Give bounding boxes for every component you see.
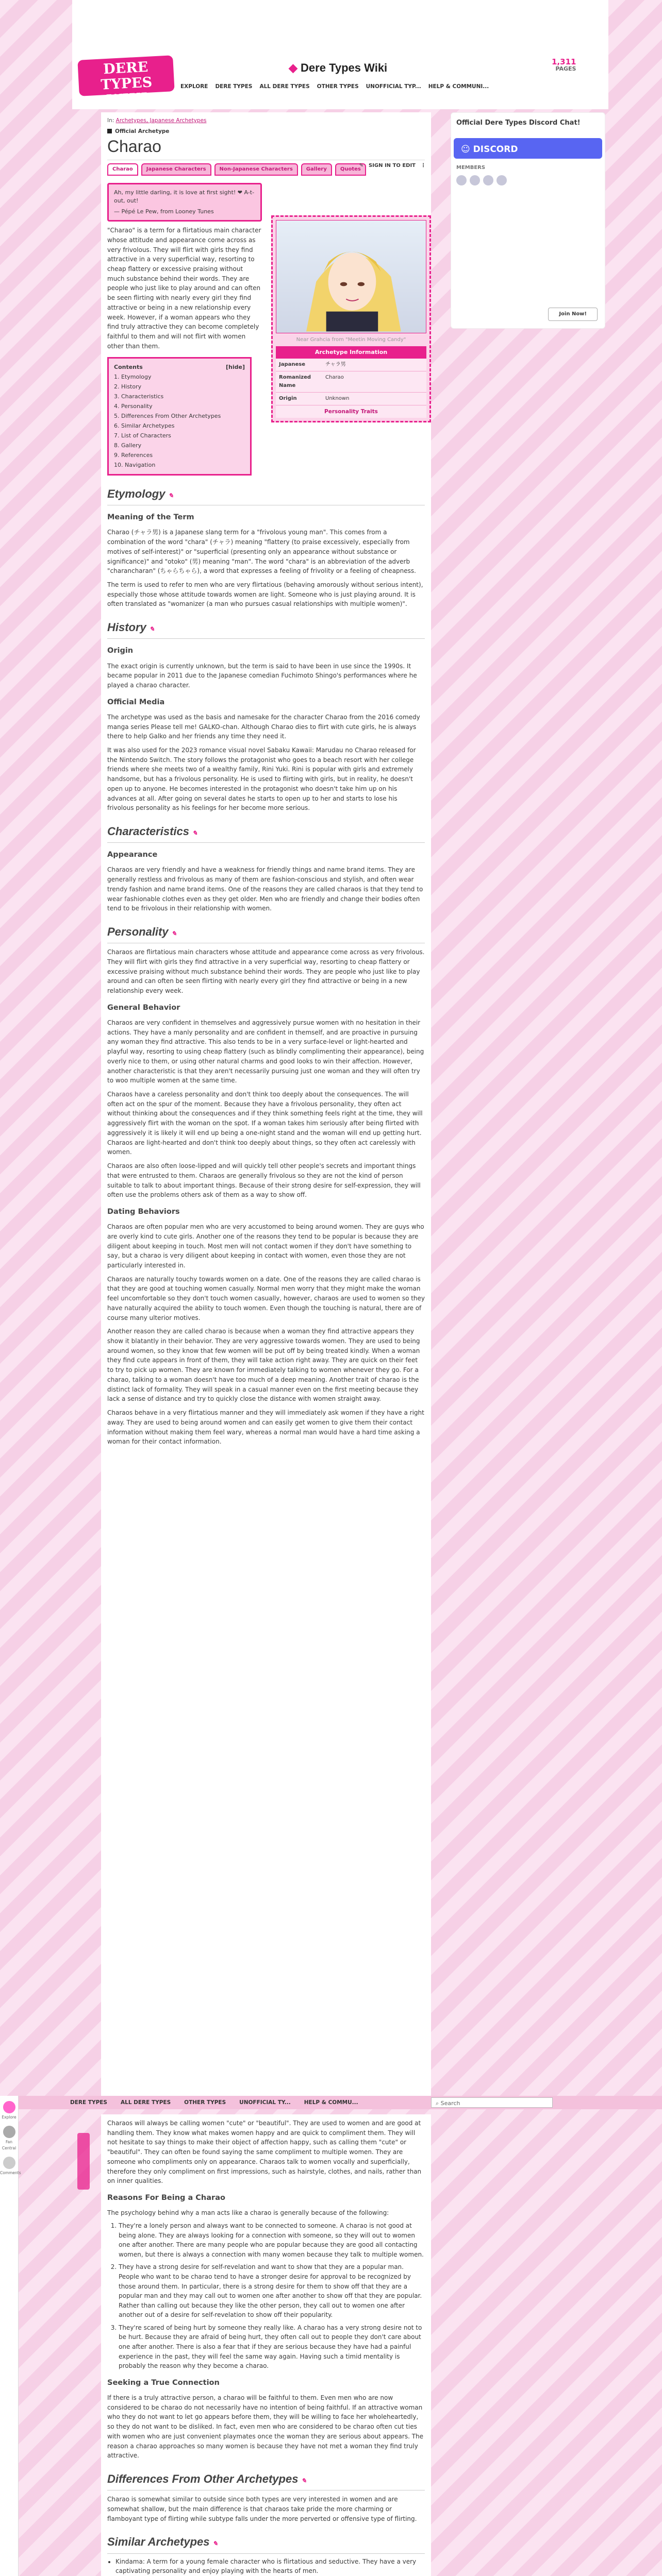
- edit-pencil-icon[interactable]: ✎: [301, 2477, 307, 2485]
- list-item: 2. They have a strong desire for self-revelation and want to show that they are a popular man. People who want to be charao tend to have a stronger desire for approval to be recognized by those around them. In particular, there is a strong desire for them to show off that they are a popular man and they may call out to women one after another to show off that they are popular. Rather than calling out because they like the other person, they call out to women one after another out of a desire for self-revelation to show off their popularity.: [119, 2262, 425, 2320]
- intro-quote: [107, 183, 262, 222]
- breadcrumb-prefix: In:: [107, 117, 114, 124]
- etymology-paragraph: Charao (チャラ男) is a Japanese slang term for a "frivolous young man". This comes from a combination of the word "chara" (チャラ) meaning "flattery (to praise excessively, especially from motives of self-interest)" or "superficial (presenting only an appearance without substance or significance)" and "otoko" (男) meaning "man". The word "chara" is an abbreviation of the adverb "charancharan" (ちゃらちゃら), a word that expresses a feeling of frivolity or a feeling of cheapness.: [107, 529, 416, 575]
- avatar[interactable]: [483, 175, 493, 185]
- compliment-paragraph: Charaos will always be calling women "cute" or "beautiful". They are used to women and are good at handling them. They know what makes women happy and are quick to compliment them. They will not hesitate to say things to make their object of affection happy, such as calling them "cute" or "beautiful". They can often be found saying the same compliment to multiple women. They are someone who compliments only on appearance. Charaos talk to women vocally and superficially, therefore they only compliment on first impressions, such as hairstyle, clothes, and nails, rather than on inner qualities.: [107, 2120, 422, 2185]
- history-paragraph: It was also used for the 2023 romance visual novel Sabaku Kawaii: Marudau no Charao released for the Nintendo Switch. The story follows the protagonist who goes to a beach resort with her college friends where she meets two of a wealthy family, Rini Yuki. Rini is popular with girls and extremely handsome, but has a frivolous personality. He is used to flirting with girls, but in reality, he doesn't open up to anyone. He becomes interested in the protagonist who doesn't take him up on his advances at all. After going on several dates he starts to open up to her and starts to lose his frivolous personality as his feelings for her become more serious.: [107, 747, 416, 812]
- subsection-reasons: Reasons For Being a Charao: [107, 2194, 225, 2202]
- toc-item[interactable]: 7. List of Characters: [114, 432, 171, 439]
- rail-label: Explore: [2, 2115, 16, 2120]
- edit-pencil-icon[interactable]: ✎: [168, 492, 174, 500]
- toc-item[interactable]: 9. References: [114, 452, 153, 459]
- toc-item[interactable]: 10. Navigation: [114, 462, 156, 469]
- subsection-dating-behaviors: Dating Behaviors: [107, 1207, 180, 1216]
- infobox-key: Romanized Name: [279, 374, 311, 388]
- fan-central-icon[interactable]: [3, 2126, 15, 2138]
- infobox-caption: Near Grahcia from "Meetin Moving Candy": [296, 337, 406, 343]
- subsection-general-behavior: General Behavior: [107, 1003, 180, 1012]
- dating-paragraph: Charaos are often popular men who are very accustomed to being around women. They are guys who are overly kind to cute girls. Another one of the reasons they tend to be popular is because they are diligent about keeping in touch. Most men will not contact women if they don't have something to say, but a charao is very diligent about keeping in contact with women, even those they are not particularly interested in.: [107, 1223, 424, 1269]
- toc-item[interactable]: 6. Similar Archetypes: [114, 422, 175, 430]
- toc-item[interactable]: 3. Characteristics: [114, 393, 164, 400]
- page-actions: [359, 162, 426, 170]
- infobox-key: Japanese: [279, 361, 306, 367]
- personality-paragraph: Charaos are very confident in themselves and aggressively pursue women with no hesitation in their actions. They have a manly personality and are confident in themself, and are proactive in pursuing any woman they find attractive. This also tends to be in a very surface-level or light-hearted and playful way, resorting to using cheap flattery (such as blindly complimenting their appearance), being overly nice to them, or using other natural charms and good looks to win their affection. However, another characteristic is that they aren't necessarily pursuing just one woman and they will often try to woo multiple women at the same time.: [107, 1019, 424, 1084]
- top-nav: [180, 82, 489, 91]
- archetype-infobox: [271, 215, 431, 422]
- explore-icon[interactable]: [3, 2101, 15, 2113]
- sticky-nav: [19, 2096, 662, 2109]
- pages-label: PAGES: [555, 65, 576, 72]
- subsection-meaning: Meaning of the Term: [107, 513, 194, 522]
- sticky-nav-unofficial-types[interactable]: UNOFFICIAL TY...: [239, 2099, 291, 2106]
- table-of-contents: [107, 357, 252, 476]
- toc-hide-link[interactable]: [hide]: [226, 364, 245, 371]
- toc-item[interactable]: 5. Differences From Other Archetypes: [114, 413, 221, 420]
- section-title: Differences From Other Archetypes: [107, 2472, 299, 2486]
- toc-item[interactable]: 1. Etymology: [114, 374, 152, 381]
- infobox-row: [276, 393, 426, 405]
- tab-charao[interactable]: Charao: [107, 163, 138, 176]
- personality-paragraph: Charaos are also often loose-lipped and will quickly tell other people's secrets and important things that were entrusted to them. Charaos are generally frivolous so they are not the kind of person suitable to talk to about important things. Because of their strong desire for self-expression, they will often use the problems others ask of them as a way to show off.: [107, 1162, 421, 1199]
- history-paragraph: The exact origin is currently unknown, but the term is said to have been in use since the 1990s. It became popular in 2011 due to the Japanese comedian Fuchimoto Shingo's performances where he played a charao character.: [107, 662, 417, 689]
- article-continued: [101, 2114, 431, 2576]
- toc-item[interactable]: 4. Personality: [114, 403, 153, 410]
- infobox-value: Charao: [325, 374, 344, 380]
- member-avatars: [456, 175, 600, 185]
- official-label: Official Archetype: [115, 128, 170, 134]
- toc-item[interactable]: 2. History: [114, 383, 142, 391]
- infobox-row: [276, 359, 426, 371]
- infobox-key: Origin: [279, 395, 297, 401]
- subsection-appearance: Appearance: [107, 851, 158, 859]
- edit-pencil-icon[interactable]: ✎: [359, 163, 363, 168]
- join-discord-button[interactable]: Join Now!: [548, 308, 598, 321]
- dating-paragraph: Charaos are naturally touchy towards women on a date. One of the reasons they are called charao is that they are good at touching women casually. Normal men worry that they might make the woman feel uncomfortable so they don't touch women casually, however, charaos are used to women so they have naturally acquired the ability to touch women. Even though the touching is natural, there are of course many ulterior motives.: [107, 1275, 425, 1321]
- section-title: History: [107, 621, 146, 634]
- section-history: [107, 618, 425, 639]
- section-etymology: [107, 485, 425, 505]
- page-title: Charao: [107, 137, 161, 156]
- section-characteristics: [107, 822, 425, 843]
- quote-author: — Pépé Le Pew, from Looney Tunes: [114, 208, 214, 215]
- edit-pencil-icon[interactable]: ✎: [212, 2540, 218, 2548]
- list-item: 1. They're a lonely person and always want to be connected to someone. A charao is not good at being alone. They are always looking for a connection with someone, so they will out to women one after another. There are many people who are popular because they are good all contacting women, but there is always a connection with many women because they talk to multiple women.: [119, 2221, 425, 2259]
- tab-non-japanese-characters[interactable]: Non-Japanese Characters: [214, 163, 298, 176]
- breadcrumb-categories[interactable]: Archetypes, Japanese Archetypes: [115, 117, 207, 124]
- wiki-name-text: Dere Types Wiki: [301, 61, 388, 74]
- intro-paragraph: "Charao" is a term for a flirtatious main character whose attitude and appearance come across as very frivolous. They will flirt with girls they find attractive in a very superficial way, resorting to cheap flattery or excessive praising without much substance behind their words. They are people who just like to play around and can often be seen flirting with nearly every girl they find attractive or being in a new relationship every week. However, if a woman appears who they find truly attractive they can become completely faithful to them and will not flirt with women other than them.: [107, 227, 261, 350]
- wiki-logo[interactable]: DERE TYPES WIKI: [77, 55, 174, 96]
- differences-paragraph: Charao is somewhat similar to outside since both types are very interested in women and are somewhat shallow, but the main difference is that charaos take pride the more charming or flamboyant type of flirting while subtype falls under the more perverted or offensive type of flirting.: [107, 2496, 417, 2522]
- discord-title: Official Dere Types Discord Chat!: [456, 119, 581, 127]
- dating-paragraph: Another reason they are called charao is because when a woman they find attractive appears they show it blatantly in their behavior. They are very aggressive towards women. They are used to being around women, so they know that few women will be put off by being treated kindly. When a woman they find cute appears in front of them, they will take action right away. They are quick on their feet to try to pick up women. They are known for immediately talking to women whenever they go. For a charao, talking to a woman doesn't have too much of a deep meaning. Another trait of charao is the distinct lack of formality. They will speak in a casual manner even on the first meeting because they lack a sense of distance and try to quickly close the distance with women straight away.: [107, 1328, 420, 1403]
- list-item[interactable]: • Kindama: A term for a young female character who is flirtatious and seductive. They have a very captivating personality and enjoy playing with the hearts of men.: [115, 2557, 425, 2576]
- nav-help-community[interactable]: HELP & COMMUNI...: [428, 83, 489, 90]
- etymology-paragraph: The term is used to refer to men who are very flirtatious (behaving amorously without serious intent), especially those whose attitude towards women are light. Someone who is just playing around. It is often translated as "womanizer (a man who pursues casual relationships with multiple women)".: [107, 581, 423, 608]
- sticky-nav-all-dere-types[interactable]: ALL DERE TYPES: [121, 2099, 171, 2106]
- floating-toolbar[interactable]: [77, 2133, 90, 2190]
- charao-portrait: [276, 221, 426, 333]
- infobox-image[interactable]: [276, 220, 426, 333]
- reasons-intro: The psychology behind why a man acts like a charao is generally because of the following:: [107, 2209, 389, 2217]
- tab-quotes[interactable]: Quotes: [335, 163, 366, 176]
- edit-pencil-icon[interactable]: ✎: [149, 625, 155, 633]
- nav-explore[interactable]: EXPLORE: [180, 83, 208, 90]
- avatar[interactable]: [470, 175, 480, 185]
- nav-other-types[interactable]: OTHER TYPES: [317, 83, 359, 90]
- breadcrumb: [107, 112, 425, 125]
- nav-dere-types[interactable]: DERE TYPES: [215, 83, 253, 90]
- nav-unofficial-types[interactable]: UNOFFICIAL TYP...: [366, 83, 421, 90]
- infobox-heading: Archetype Information: [276, 346, 426, 359]
- discord-icon: ☺: [461, 144, 473, 155]
- members-label: MEMBERS: [456, 164, 486, 171]
- tab-gallery[interactable]: Gallery: [301, 163, 332, 176]
- sticky-nav-dere-types[interactable]: DERE TYPES: [70, 2099, 107, 2106]
- dating-paragraph: Charaos behave in a very flirtatious manner and they will immediately ask women if they have a right away. They are used to being around women and can easily get women to give them their contact information without making them feel wary, whereas a normal man would have a hard time asking a woman for their contact information.: [107, 1409, 424, 1446]
- avatar[interactable]: [456, 175, 467, 185]
- section-title: Characteristics: [107, 825, 189, 838]
- subsection-origin: Origin: [107, 647, 134, 655]
- similar-list: [115, 2557, 425, 2576]
- quote-text: Ah, my little darling, it is love at first sight! ❤ A-t-out, out!: [114, 189, 255, 205]
- infobox-row: [276, 371, 426, 393]
- infobox-value: チャラ男: [325, 361, 346, 367]
- reasons-list: [119, 2221, 425, 2371]
- pages-count: 1,311: [552, 57, 576, 66]
- discord-label: DISCORD: [473, 144, 518, 155]
- sticky-nav-help-community[interactable]: HELP & COMMU...: [304, 2099, 358, 2106]
- section-title: Personality: [107, 925, 169, 939]
- avatar[interactable]: [496, 175, 507, 185]
- discord-banner[interactable]: [454, 138, 602, 159]
- section-title: Etymology: [107, 487, 166, 501]
- edit-pencil-icon[interactable]: ✎: [171, 930, 177, 938]
- official-archetype-badge: [107, 127, 425, 136]
- wiki-gem-icon: ◆: [289, 61, 297, 74]
- sticky-nav-other-types[interactable]: OTHER TYPES: [184, 2099, 226, 2106]
- personality-paragraph: Charaos are flirtatious main characters whose attitude and appearance come across as very frivolous. They will flirt with girls they find attractive in a very superficial way, resorting to cheap flattery or excessive praising without much substance behind their words. They are people who just like to play around and can often be seen flirting with nearly every girl they find attractive or being in a new relationship every week.: [107, 948, 425, 995]
- list-item: 3. They're scared of being hurt by someone they really like. A charao has a very strong desire not to be hurt. Because they are afraid of being hurt, they often call out to people they don't care about one after another. There is also a fear that if they are serious because they have had a painful experience in the past, they will feel the same way again. Having such a timid mentality is probably the reason why they become a charao.: [119, 2323, 425, 2371]
- comments-icon[interactable]: [3, 2157, 15, 2169]
- rail-label: Comments: [0, 2171, 21, 2175]
- personality-traits-toggle[interactable]: Personality Traits: [276, 405, 426, 418]
- badge-icon: [107, 129, 112, 133]
- section-similar: [107, 2533, 425, 2553]
- more-options-icon[interactable]: ⋮: [421, 163, 426, 168]
- toc-title: Contents: [114, 364, 143, 371]
- tab-japanese-characters[interactable]: Japanese Characters: [141, 163, 211, 176]
- pages-counter: [552, 59, 576, 72]
- personality-paragraph: Charaos have a careless personality and don't think too deeply about the consequences. The will often act on the spur of the moment. Because they have a frivolous personality, they often act without thinking about the consequences and if they think something feels right at the time, they will aggressively flirt with the woman on the spot. If a woman takes him seriously after being flirted with aggressively it is likely it will end up being a one-night stand and the woman will end up getting hurt. Charaos are light-hearted and don't think too deeply about things, so they often act carelessly with women.: [107, 1091, 423, 1156]
- appearance-paragraph: Charaos are very friendly and have a weakness for friendly things and name brand items. They are generally restless and frivolous as many of them are fashion-conscious and stylish, and often wear trendy fashion and name brand items. One of the reasons they are called charaos is that they tend to wear fashionable clothes even as they get older. Men who are friendly and change their bodies often tend to be frivolous in their relationship with women.: [107, 866, 423, 912]
- infobox-value: Unknown: [325, 395, 350, 401]
- section-personality: [107, 923, 425, 943]
- history-paragraph: The archetype was used as the basis and namesake for the character Charao from the 2016 comedy manga series Please tell me! GALKO-chan. Although Charao dies to flirt with cute girls, he is always there to help Galko and her friends any time they need it.: [107, 713, 420, 740]
- subsection-seeking: Seeking a True Connection: [107, 2378, 220, 2387]
- nav-all-dere-types[interactable]: ALL DERE TYPES: [259, 83, 310, 90]
- article: [101, 112, 431, 2097]
- section-differences: [107, 2470, 425, 2490]
- search-icon: ⌕: [436, 2100, 441, 2107]
- site-header: [72, 0, 608, 109]
- wiki-name[interactable]: [289, 59, 387, 77]
- sign-in-to-edit-button[interactable]: SIGN IN TO EDIT: [368, 163, 416, 168]
- rail-label: Fan Central: [2, 2140, 16, 2150]
- search-input[interactable]: [431, 2097, 553, 2108]
- left-rail: [0, 2096, 19, 2576]
- search-placeholder: Search: [440, 2100, 460, 2107]
- subsection-official-media: Official Media: [107, 698, 165, 706]
- toc-item[interactable]: 8. Gallery: [114, 442, 142, 449]
- edit-pencil-icon[interactable]: ✎: [192, 829, 198, 837]
- seeking-paragraph: If there is a truly attractive person, a charao will be faithful to them. Even men who are now considered to be charao do not necessarily have no intention of being faithful. If an attractive woman who they do not want to let go appears before them, they will be willing to face her wholeheartedly, so they do not want to be disliked. In fact, even men who are considered to be charao often cut ties with women who are just convenient playmates once the woman they are serious about appears. The reason a charao approaches so many women is because they have not met a woman they find truly attractive.: [107, 2394, 424, 2460]
- section-title: Similar Archetypes: [107, 2535, 210, 2549]
